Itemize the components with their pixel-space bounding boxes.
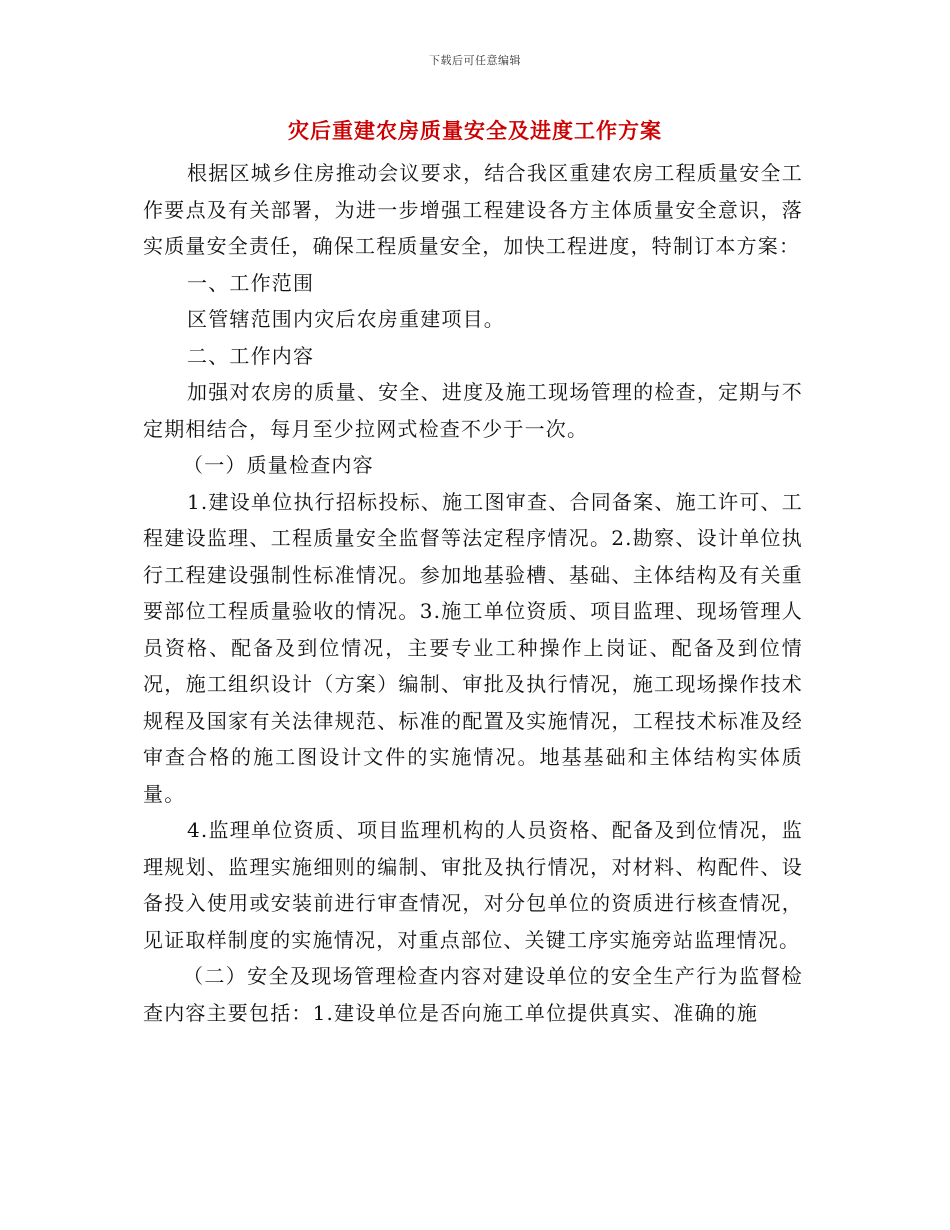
document-title: 灾后重建农房质量安全及进度工作方案 <box>288 118 662 143</box>
supervision-paragraph: 4.监理单位资质、项目监理机构的人员资格、配备及到位情况，监理规划、监理实施细则的编制、审批及执行情况，对材料、构配件、设备投入使用或安装前进行审查情况，对分包单位的资质进行核查情况，见证取样制度的实施情况，对重点部位、关键工序实施旁站监理情况。 <box>143 818 803 952</box>
scope-paragraph: 区管辖范围内灾后农房重建项目。 <box>187 307 505 331</box>
quality-items-paragraph: 1.建设单位执行招标投标、施工图审查、合同备案、施工许可、工程建设监理、工程质量安全监督等法定程序情况。2.勘察、设计单位执行工程建设强制性标准情况。参加地基验槽、基础、主体结构及有关重要部位工程质量验收的情况。3.施工单位资质、项目监理、现场管理人员资格、配备及到位情况，主要专业工种操作上岗证、配备及到位情况，施工组织设计（方案）编制、审批及执行情况，施工现场操作技术规程及国家有关法律规范、标准的配置及实施情况，工程技术标准及经审查合格的施工图设计文件的实施情况。地基基础和主体结构实体质量。 <box>143 489 803 806</box>
safety-paragraph: （二）安全及现场管理检查内容对建设单位的安全生产行为监督检查内容主要包括：1.建设单位是否向施工单位提供真实、准确的施 <box>143 964 803 1025</box>
content-paragraph: 加强对农房的质量、安全、进度及施工现场管理的检查，定期与不定期相结合，每月至少拉网式检查不少于一次。 <box>143 380 803 441</box>
section-heading-content: 二、工作内容 <box>187 343 315 368</box>
intro-paragraph: 根据区城乡住房推动会议要求，结合我区重建农房工程质量安全工作要点及有关部署，为进一步增强工程建设各方主体质量安全意识，落实质量安全责任，确保工程质量安全，加快工程进度，特制订本方案： <box>143 161 803 258</box>
header-note: 下载后可任意编辑 <box>429 54 521 67</box>
section-heading-scope: 一、工作范围 <box>187 270 315 295</box>
subsection-heading-quality: （一）质量检查内容 <box>183 453 374 477</box>
document-body <box>143 155 803 1031</box>
